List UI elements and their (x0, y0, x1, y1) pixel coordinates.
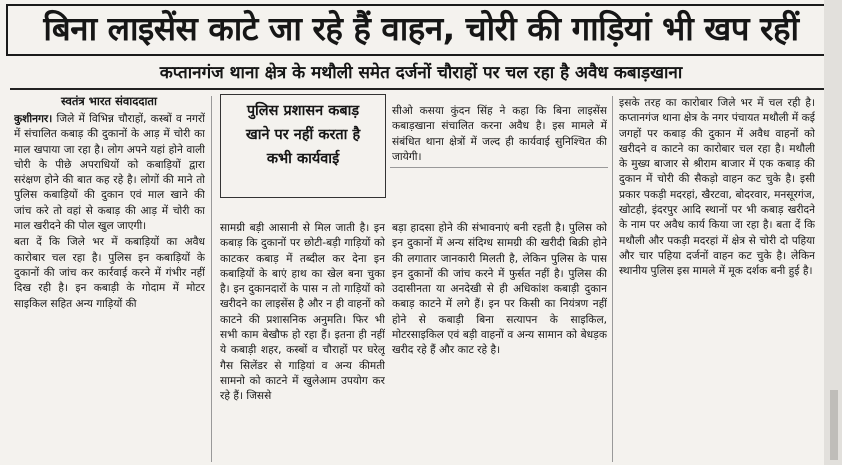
highlight-line-3: कभी कार्यवाई (266, 151, 340, 167)
column-2 (220, 221, 385, 463)
column-3 (392, 221, 607, 463)
subheadline: कप्तानगंज थाना क्षेत्र के मथौली समेत दर्जनों चौराहों पर चल रहा है अवैध कबाड़खाना (159, 63, 683, 83)
highlight-box (220, 94, 386, 198)
byline: स्वतंत्र भारत संवाददाता (61, 94, 157, 108)
column-1-paragraph-2: बता दें कि जिले भर में कबाड़ियों का अवैध कारोबार चल रहा है। पुलिस इन कबाड़ियों के दुकानों की जांच कर कार्रवाई करने में गंभीर नहीं दिख रही है। इन कबाड़ी के गोदाम में मोटर साइकिल सहित अन्य गाड़ियों की (14, 236, 205, 310)
page-edge (824, 0, 842, 465)
column-4-text: इसके तरह का कारोबार जिले भर में चल रही है। कप्तानगंज थाना क्षेत्र के नगर पंचायत मथौली में कई जगहों पर कबाड़ की दुकान में अवैध वाहनों को खरीदने व काटने का कारोबार चल रहा है। मथौली के मुख्य बाजार से श्रीराम बाजार में एक कबाड़ की दुकान में चोरी की सैकड़ो वाहन कट चुके है। इसी प्रकार पकड़ी मदरहां, खैरटवा, बोदरवार, मनसूरगंज, खोटही, इंदरपुर आदि स्थानों पर भी कबाड़ खरीदने के नाम पर अवैध कार्य किया जा रहा है। बता दें कि मथौली और पकड़ी मदरहां में क्षेत्र से चोरी दो पहिया और चार पहिया दर्जनों वाहन कट चुके है। लेकिन स्थानीय पुलिस इस मामले में मूक दर्शक बनी हुई है। (619, 97, 815, 278)
column-1-paragraph-1 (14, 112, 205, 234)
column-4 (619, 96, 815, 464)
scroll-edge-marker (830, 390, 838, 460)
dateline: कुशीनगर। (14, 113, 53, 125)
highlight-line-1: पुलिस प्रशासन कबाड़ (246, 103, 360, 119)
column-1 (14, 112, 205, 464)
highlight-line-2: खाने पर नहीं करता है (245, 127, 361, 143)
column-3-divider (390, 167, 608, 168)
column-1-text-1: जिले में विभिन्न चौराहों, कस्बों व नगरों में संचालित कबाड़ की दुकानों के आड़ में चोरी का माल खपाया जा रहा है। लोग अपने यहां होने वाली चोरी के पीछे अपराधियों को कबाड़ियों द्वारा सरंक्षण होने की बात कह रहे है। लोगों की माने तो पुलिस कबाड़ियों की दुकान एवं माल खाने की जांच करे तो वहां से कबाड़ की आड़ में चोरी का माल खरीदने की पोल खुल जाएगी। (14, 113, 205, 233)
column-3-quote (392, 104, 607, 164)
column-divider-3 (612, 96, 613, 462)
header-rule (10, 88, 832, 90)
column-2-text: सामग्री बड़ी आसानी से मिल जाती है। इन कबाड़ कि दुकानों पर छोटी-बड़ी गाड़ियों को काटकर कबाड़ में तब्दील कर देना इन कबाड़ियों के बाएं हाथ का खेल बना चुका है। इन दुकानदारों के पास न तो गाड़ियों को खरीदने का लाइसेंस है और न ही वाहनों को काटने की प्रशासनिक अनुमति। फिर भी सभी काम बेखौफ हो रहा हैं। इतना ही नहीं ये कबाड़ी शहर, कस्बों व चौराहों पर घरेलू गैस सिलेंडर से गाड़ियां व अन्य कीमती सामनो को काटने में खुलेआम उपयोग कर रहे हैं। जिससे (220, 222, 385, 403)
column-3-text: बड़ा हादसा होने की संभावनाएं बनी रहती है। पुलिस को इन दुकानों में अन्य संदिग्ध सामग्री की खरीदी बिक्री होने की लगातार जानकारी मिलती है, लेकिन पुलिस के पास इन दुकानों की जांच करने में फुर्सत नहीं है। पुलिस की उदासीनता या अनदेखी से ही अधिकांश कबाड़ी दुकान कबाड़ काटने में लगे हैं। इन पर किसी का नियंत्रण नहीं होने से कबाड़ी बिना सत्यापन के साइकिल, मोटरसाइकिल एवं बड़ी वाहनों व अन्य सामान को बेधड़क खरीद रहे हैं और काट रहे है। (392, 222, 607, 357)
column-3-quote-text: सीओ कसया कुंदन सिंह ने कहा कि बिना लाइसेंस कबाड़खाना संचालित करना अवैध है। इस मामले में संबंधित थाना क्षेत्रों में जल्द ही कार्यवाई सुनिश्चित की जायेगी। (392, 105, 607, 163)
headline: बिना लाइसेंस काटे जा रहे हैं वाहन, चोरी की गाड़ियां भी खप रहीं (6, 4, 836, 56)
column-divider-1 (211, 96, 212, 462)
